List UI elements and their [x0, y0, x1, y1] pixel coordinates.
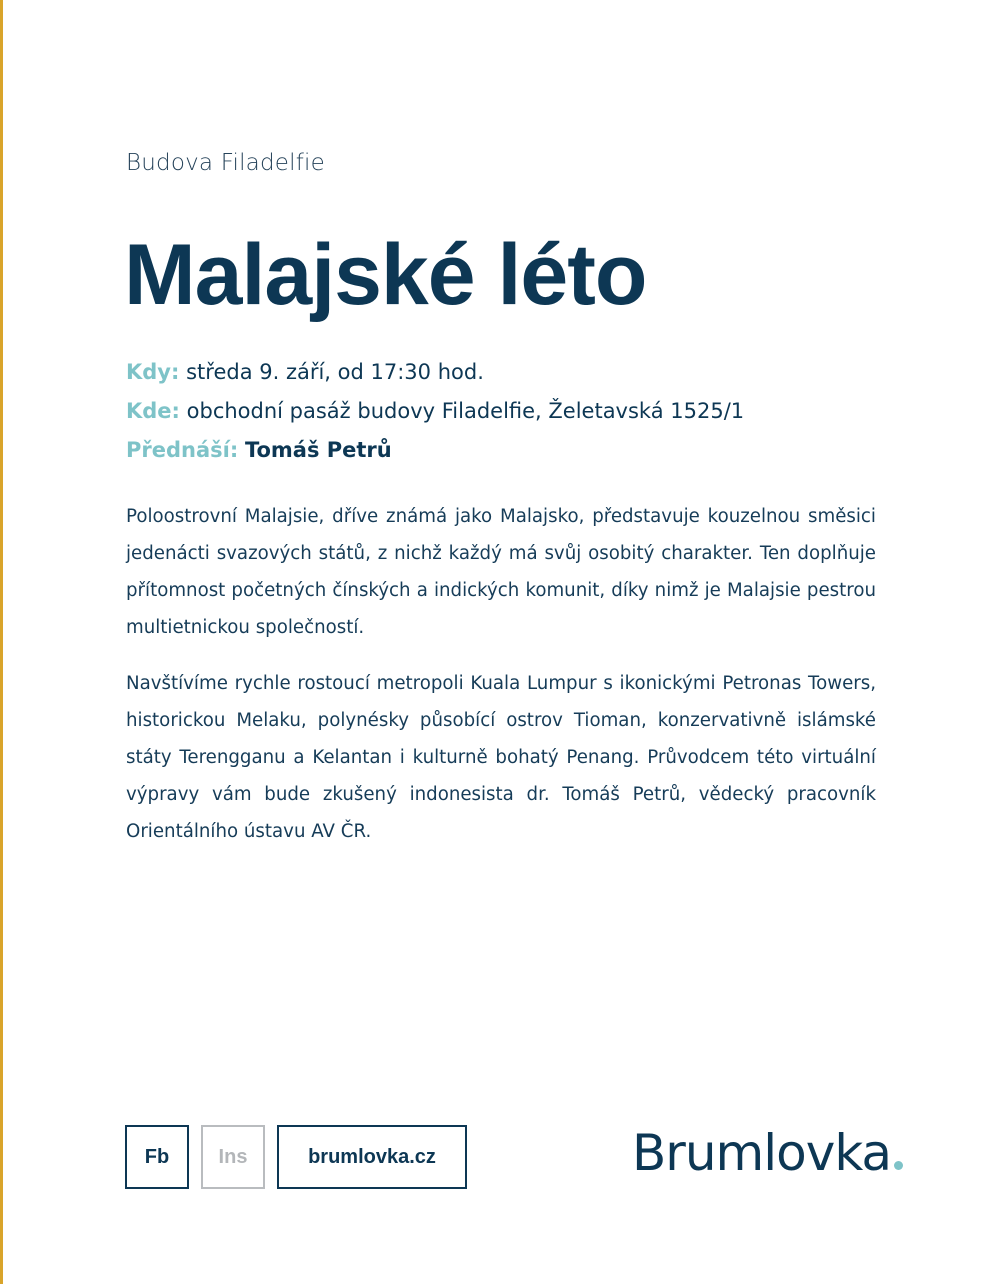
social-links — [125, 1125, 467, 1189]
info-row-speaker — [126, 434, 744, 473]
info-value-where: obchodní pasáž budovy Filadelfie, Želetavská 1525/1 — [186, 399, 745, 423]
website-link[interactable]: brumlovka.cz — [277, 1125, 467, 1189]
info-label-when: Kdy: — [126, 360, 180, 384]
brand-name: Brumlovka — [632, 1124, 892, 1182]
description-paragraph-2: Navštívíme rychle rostoucí metropoli Kuala Lumpur s ikonickými Petronas Towers, historickou Melaku, polynésky působící ostrov Tioman, konzervativně islámské státy Terengganu a Kelantan i kulturně bohatý Penang. Průvodcem této virtuální výpravy vám bude zkušený indonesista dr. Tomáš Petrů, vědecký pracovník Orientálního ústavu AV ČR. — [126, 673, 876, 842]
info-value-speaker: Tomáš Petrů — [244, 438, 392, 462]
description-paragraph-1: Poloostrovní Malajsie, dříve známá jako Malajsko, představuje kouzelnou směsici jedenácti svazových států, z nichž každý má svůj osobitý charakter. Ten doplňuje přítomnost početných čínských a indických komunit, díky nimž je Malajsie pestrou multietnickou společností. — [126, 506, 876, 638]
facebook-link[interactable]: Fb — [125, 1125, 189, 1189]
brand-logo — [632, 1124, 903, 1182]
instagram-link[interactable]: Ins — [201, 1125, 265, 1189]
info-label-where: Kde: — [126, 399, 180, 423]
info-row-where — [126, 395, 744, 434]
brand-dot-icon — [894, 1161, 903, 1170]
event-info — [126, 356, 744, 473]
venue-label: Budova Filadelfie — [126, 150, 325, 176]
info-value-when: středa 9. září, od 17:30 hod. — [186, 360, 484, 384]
info-row-when — [126, 356, 744, 395]
event-description — [126, 498, 876, 869]
left-accent-stripe — [0, 0, 3, 1284]
info-label-speaker: Přednáší: — [126, 438, 239, 462]
event-title: Malajské léto — [124, 227, 647, 323]
